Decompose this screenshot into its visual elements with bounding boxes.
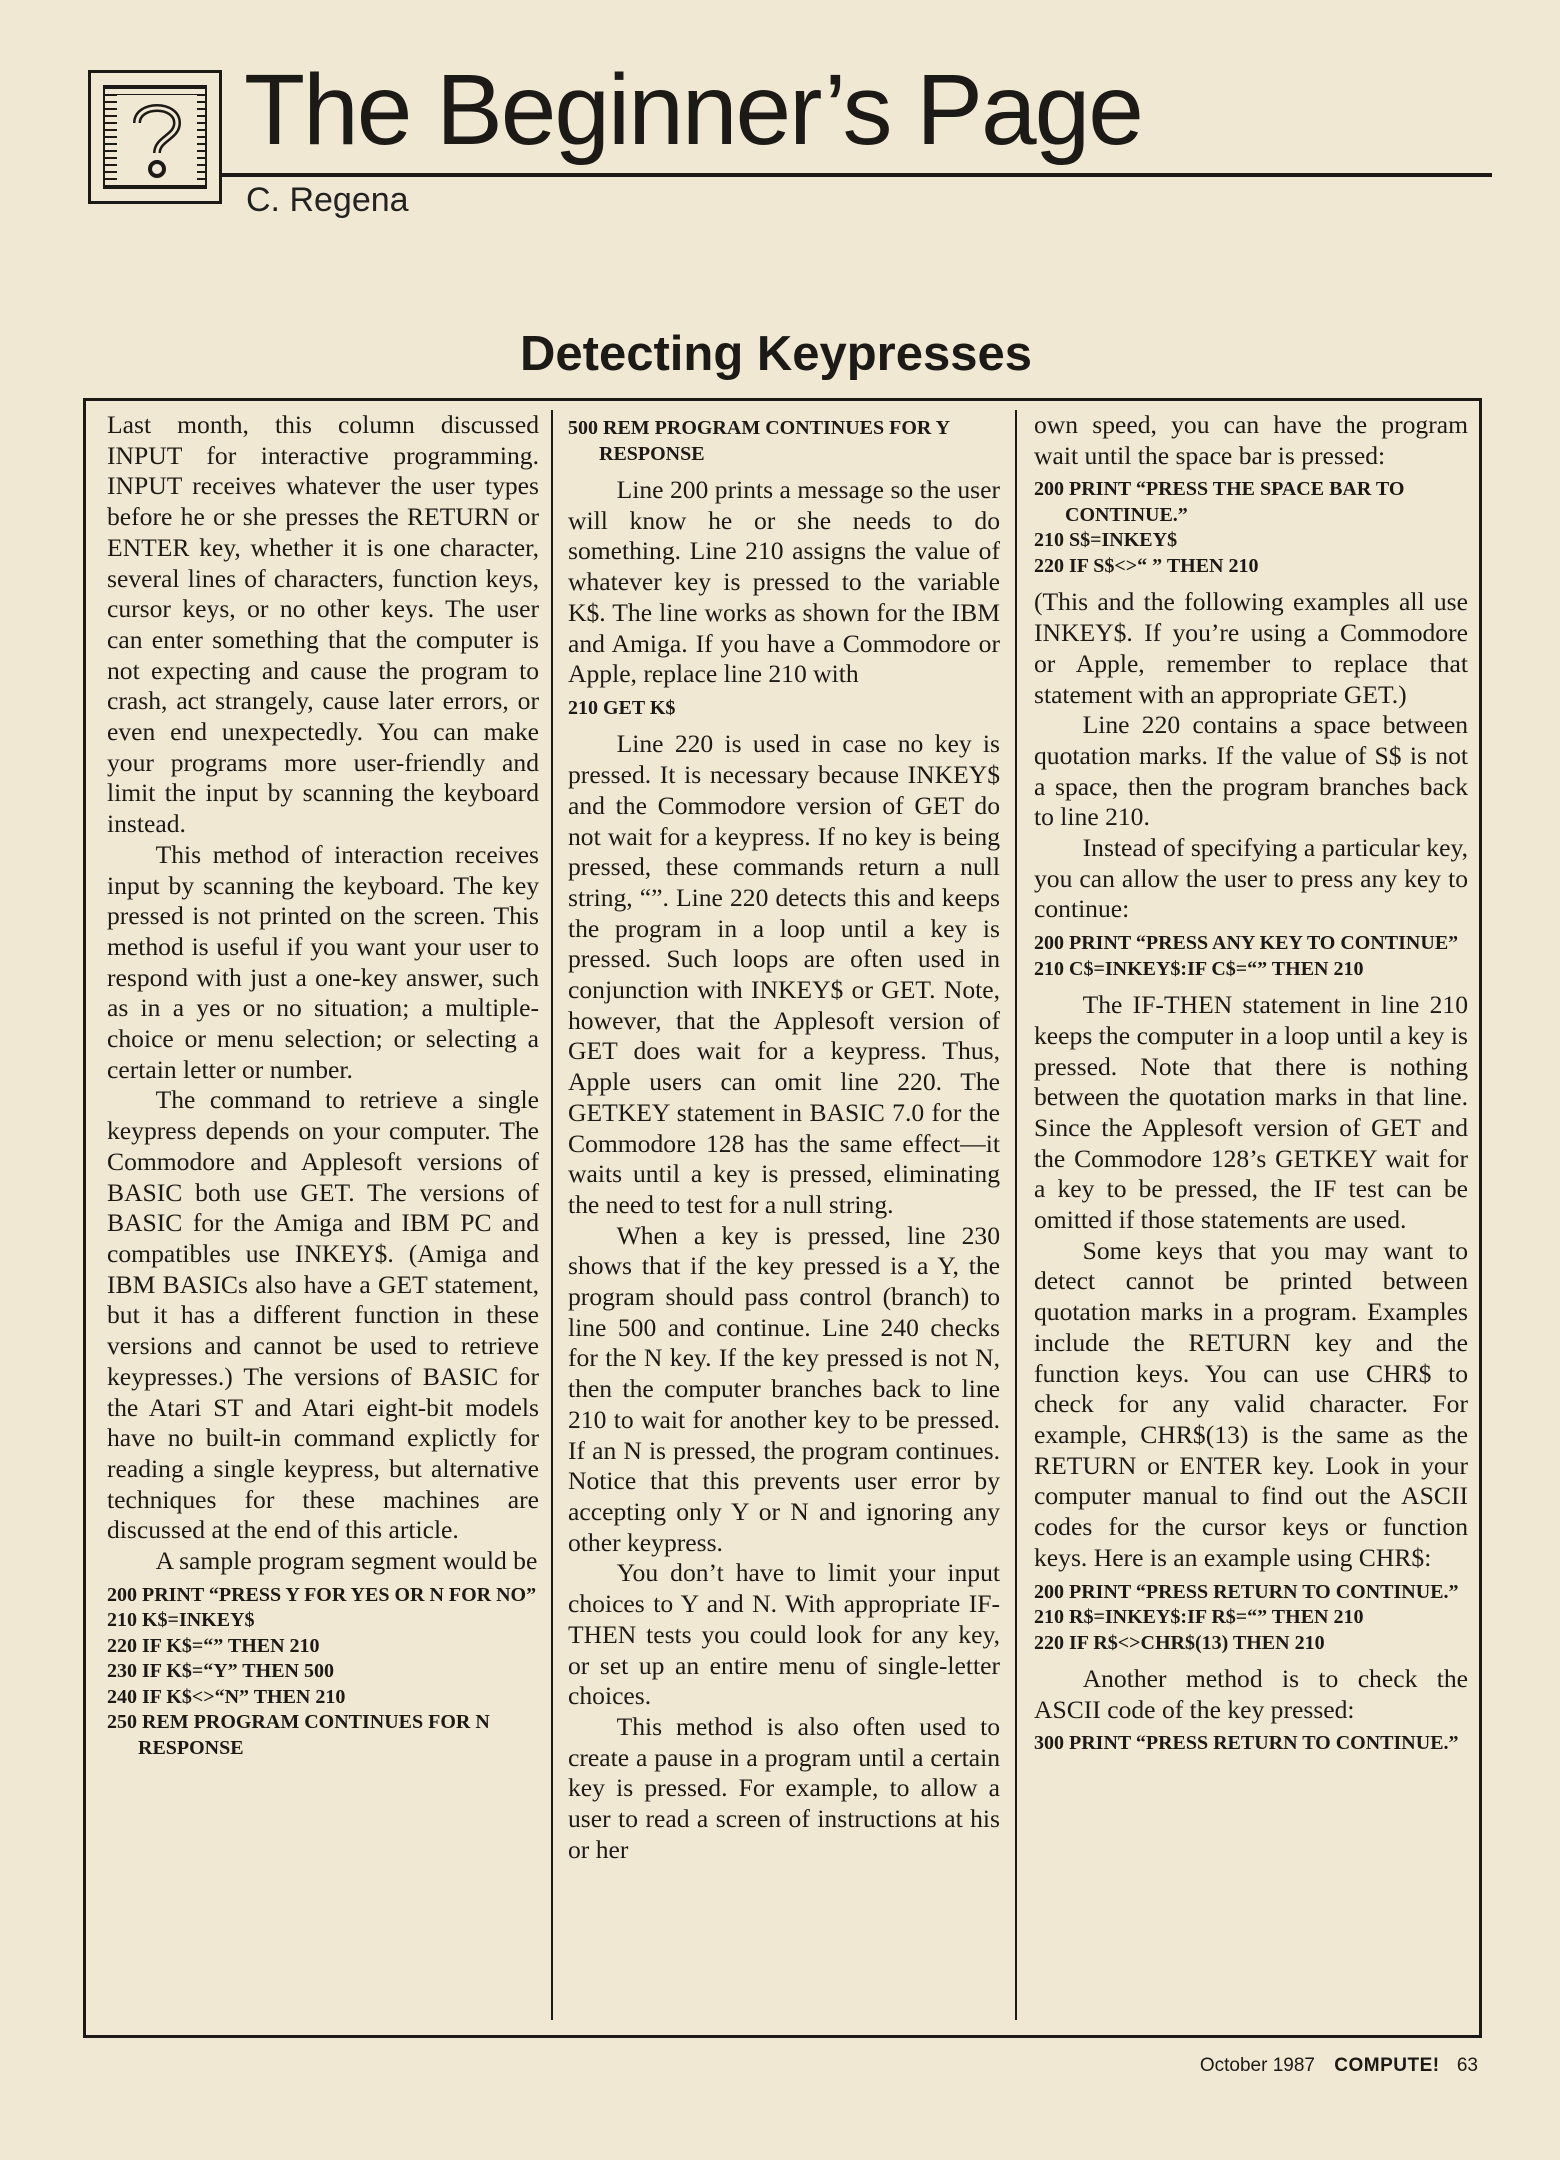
code-line: 500 REM PROGRAM CONTINUES FOR Y RESPONSE bbox=[568, 417, 950, 465]
code-line: 230 IF K$=“Y” THEN 500 bbox=[107, 1660, 334, 1683]
article-column-1 bbox=[107, 410, 539, 2035]
body-paragraph: Some keys that you may want to detect cannot be printed between quotation marks in a program. Examples include the RETURN key and the function keys. You can use CHR$ to check for any valid character. For example, CHR$(13) is the same as the RETURN or ENTER key. Look in your computer manual to find out the ASCII codes for the cursor keys or function keys. Here is an example using CHR$: bbox=[1034, 1235, 1468, 1572]
body-paragraph: The IF-THEN statement in line 210 keeps the computer in a loop until a key is pressed. Note that there is nothing between the quotation marks in that line. Since the Applesoft version of GET and the Commodore 128’s GETKEY wait for a key to be pressed, the IF test can be omitted if those statements are used. bbox=[1034, 990, 1468, 1235]
body-paragraph: When a key is pressed, line 230 shows that if the key pressed is a Y, the program should pass control (branch) to line 500 and continue. Line 240 checks for the N key. If the key pressed is not N, then the computer branches back to line 210 to wait for another key to be pressed. If an N is pressed, the program continues. Notice that this prevents user error by accepting only Y or N and ignoring any other keypress. bbox=[568, 1220, 1000, 1557]
code-line: 240 IF K$<>“N” THEN 210 bbox=[107, 1685, 346, 1708]
code-line: 200 PRINT “PRESS ANY KEY TO CONTINUE” bbox=[1034, 932, 1459, 955]
page-footer bbox=[1200, 2055, 1478, 2077]
code-line: 220 IF K$=“” THEN 210 bbox=[107, 1634, 320, 1657]
code-line: 250 REM PROGRAM CONTINUES FOR N RESPONSE bbox=[107, 1711, 490, 1759]
code-listing bbox=[1034, 1580, 1468, 1657]
code-line: 200 PRINT “PRESS Y FOR YES OR N FOR NO” bbox=[107, 1583, 537, 1606]
body-paragraph: The command to retrieve a single keypress depends on your computer. The Commodore and Applesoft versions of BASIC both use GET. The versions of BASIC for the Amiga and IBM PC and compatibles use INKEY$. (Amiga and IBM BASICs also have a GET statement, but it has a different function in these versions and cannot be used to retrieve keypresses.) The versions of BASIC for the Atari ST and Atari eight-bit models have no built-in command explictly for reading a single keypress, but alternative techniques for these machines are discussed at the end of this article. bbox=[107, 1085, 539, 1545]
title-rule bbox=[222, 173, 1492, 177]
article-column-2 bbox=[568, 410, 1000, 2035]
author-byline: C. Regena bbox=[246, 181, 409, 219]
code-line: 210 S$=INKEY$ bbox=[1034, 529, 1178, 552]
code-line: 300 PRINT “PRESS RETURN TO CONTINUE.” bbox=[1034, 1732, 1459, 1755]
body-paragraph: Line 220 contains a space between quotation marks. If the value of S$ is not a space, then the program branches back to line 210. bbox=[1034, 710, 1468, 832]
code-line: 220 IF R$<>CHR$(13) THEN 210 bbox=[1034, 1631, 1325, 1654]
body-paragraph: A sample program segment would be bbox=[155, 1546, 538, 1576]
magazine-name: COMPUTE! bbox=[1334, 2055, 1440, 2076]
code-line: 200 PRINT “PRESS THE SPACE BAR TO CONTINUE.” bbox=[1034, 478, 1405, 526]
body-paragraph: This method is also often used to create a pause in a program until a certain key is pressed. For example, to allow a user to read a screen of instructions at his or her bbox=[568, 1711, 1000, 1864]
body-paragraph: Line 200 prints a message so the user will know he or she needs to do something. Line 210 assigns the value of whatever key is pressed to the variable K$. The line works as shown for the IBM and Amiga. If you have a Commodore or Apple, replace line 210 with bbox=[568, 475, 1000, 689]
column-logo bbox=[88, 70, 222, 204]
code-listing bbox=[1034, 931, 1468, 982]
code-line: 210 C$=INKEY$:IF C$=“” THEN 210 bbox=[1034, 957, 1364, 980]
code-line: 210 K$=INKEY$ bbox=[107, 1609, 255, 1632]
code-line: 220 IF S$<>“ ” THEN 210 bbox=[1034, 554, 1259, 577]
body-paragraph: (This and the following examples all use INKEY$. If you’re using a Commodore or Apple, remember to replace that statement with an appropriate GET.) bbox=[1034, 587, 1468, 709]
code-line: 200 PRINT “PRESS RETURN TO CONTINUE.” bbox=[1034, 1580, 1459, 1603]
question-mark-icon bbox=[113, 91, 201, 187]
article-title: Detecting Keypresses bbox=[520, 327, 1033, 381]
page-number: 63 bbox=[1456, 2055, 1478, 2076]
body-paragraph: Last month, this column discussed INPUT for interactive programming. INPUT receives whatever the user types before he or she presses the RETURN or ENTER key, whether it is one character, several lines of characters, function keys, cursor keys, or no other keys. The user can enter something that the computer is not expecting and cause the program to crash, act strangely, cause later errors, or even end unexpectedly. You can make your programs more user-friendly and limit the input by scanning the keyboard instead. bbox=[107, 410, 539, 839]
column-divider bbox=[551, 410, 553, 2020]
page-title: The Beginner’s Page bbox=[244, 54, 1142, 166]
body-paragraph: Another method is to check the ASCII code of the key pressed: bbox=[1034, 1664, 1468, 1724]
code-listing bbox=[568, 416, 1000, 467]
body-paragraph: This method of interaction receives input by scanning the keyboard. The key pressed is not printed on the screen. This method is useful if you want your user to respond with just a one-key answer, such as in a yes or no situation; a multiple-choice or menu selection; or selecting a certain letter or number. bbox=[107, 839, 539, 1084]
code-listing bbox=[568, 696, 1000, 722]
article-column-3 bbox=[1034, 410, 1468, 2035]
body-paragraph: Line 220 is used in case no key is pressed. It is necessary because INKEY$ and the Commodore version of GET do not wait for a keypress. If no key is being pressed, these commands return a null string, “”. Line 220 detects this and keeps the program in a loop until a key is pressed. Such loops are often used in conjunction with INKEY$ or GET. Note, however, that the Applesoft version of GET does wait for a keypress. Thus, Apple users can omit line 220. The GETKEY statement in BASIC 7.0 for the Commodore 128 has the same effect—it waits until a key is pressed, eliminating the need to test for a null string. bbox=[568, 729, 1000, 1219]
body-paragraph: You don’t have to limit your input choices to Y and N. With appropriate IF-THEN tests you could look for any key, or set up an entire menu of single-letter choices. bbox=[568, 1558, 1000, 1711]
column-divider bbox=[1015, 410, 1017, 2020]
code-line: 210 R$=INKEY$:IF R$=“” THEN 210 bbox=[1034, 1606, 1364, 1628]
code-listing bbox=[1034, 1731, 1468, 1757]
code-listing bbox=[1034, 477, 1468, 579]
body-paragraph: own speed, you can have the program wait until the space bar is pressed: bbox=[1034, 410, 1468, 470]
body-paragraph: Instead of specifying a particular key, you can allow the user to press any key to continue: bbox=[1034, 833, 1468, 924]
code-line: 210 GET K$ bbox=[568, 696, 676, 719]
code-listing bbox=[107, 1583, 539, 1762]
issue-date: October 1987 bbox=[1199, 2055, 1315, 2076]
